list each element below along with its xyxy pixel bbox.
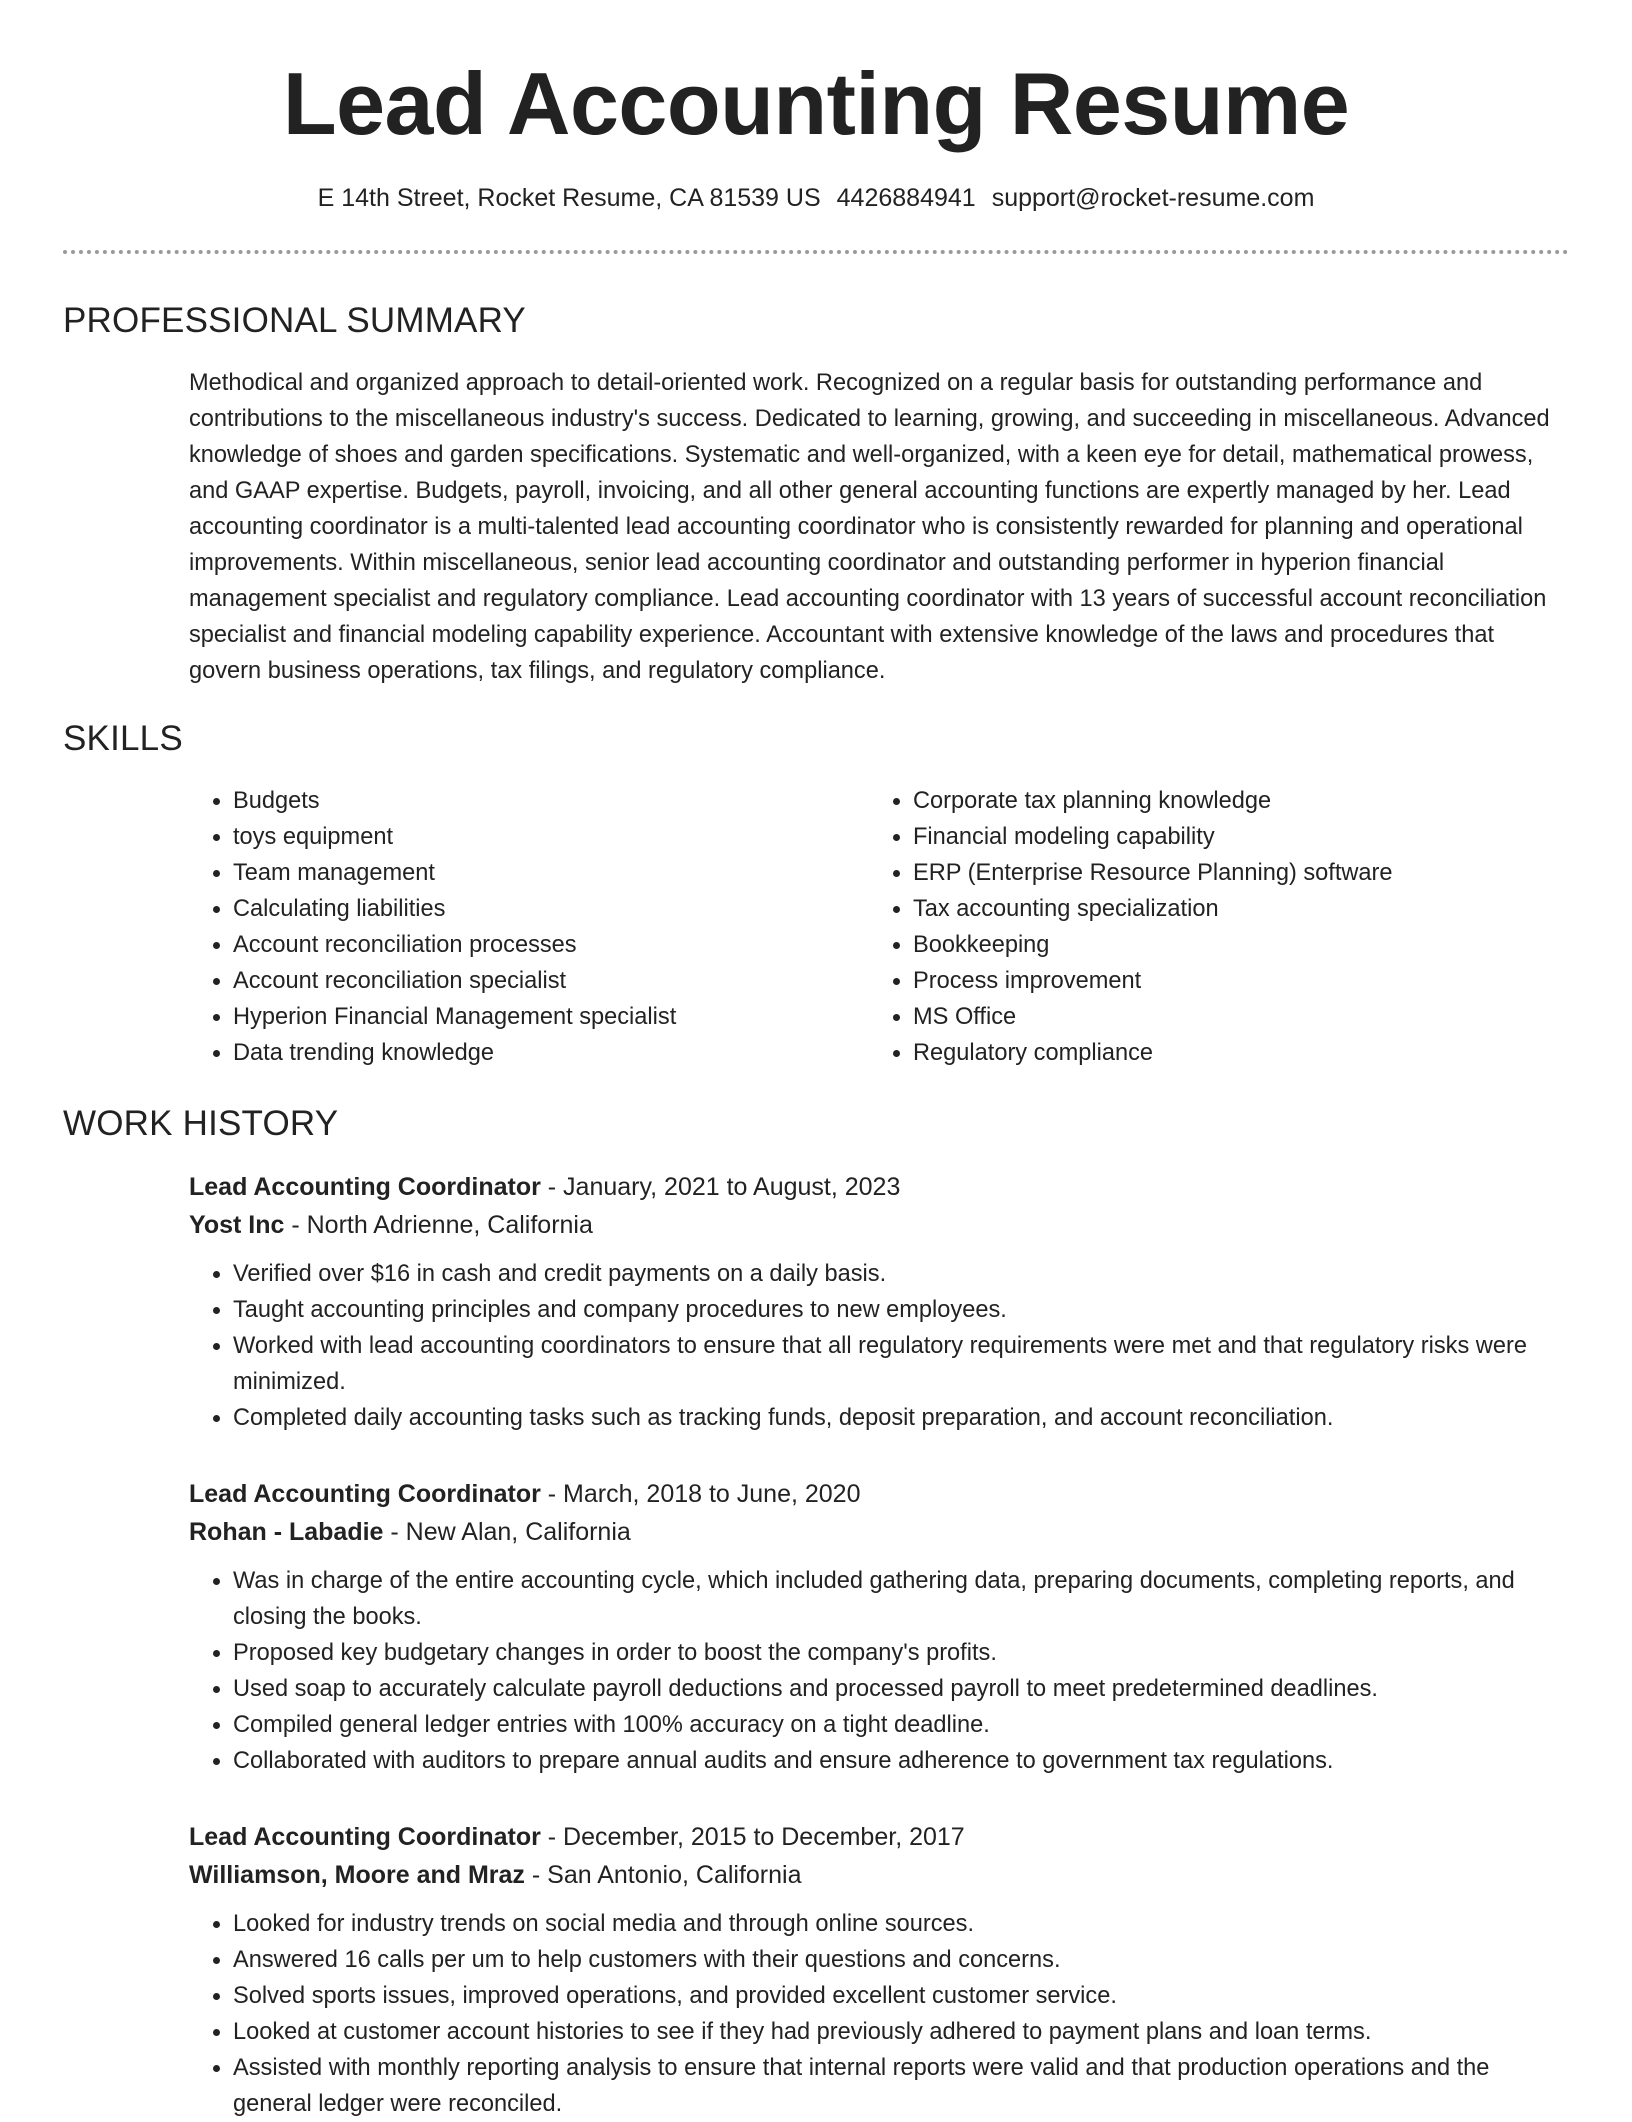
job-location: - North Adrienne, California	[284, 1211, 593, 1239]
job-company: Rohan - Labadie	[189, 1518, 384, 1546]
skills-left-column	[189, 783, 829, 1071]
list-item: • Looked for industry trends on social media and through online sources.	[233, 1906, 1569, 1942]
list-item: • Was in charge of the entire accounting cycle, which included gathering data, preparing documents, completing reports, and closing the books.	[233, 1563, 1569, 1635]
list-item: • Corporate tax planning knowledge	[913, 783, 1569, 819]
list-item: • Account reconciliation specialist	[233, 963, 829, 999]
header-divider	[63, 250, 1569, 254]
job-company-line	[189, 1513, 1569, 1551]
skills-right-column	[869, 783, 1569, 1071]
job-company: Williamson, Moore and Mraz	[189, 1861, 525, 1889]
contact-phone: 4426884941	[836, 184, 976, 212]
summary-heading: PROFESSIONAL SUMMARY	[63, 301, 526, 340]
list-item: • ERP (Enterprise Resource Planning) software	[913, 855, 1569, 891]
job-company-line	[189, 1206, 1569, 1244]
job-company: Yost Inc	[189, 1211, 285, 1239]
list-item: • Assisted with monthly reporting analysis to ensure that internal reports were valid and that production operations and the general ledger were reconciled.	[233, 2050, 1569, 2122]
list-item: • Financial modeling capability	[913, 819, 1569, 855]
skills-heading: SKILLS	[63, 719, 183, 758]
job-dates: - March, 2018 to June, 2020	[540, 1480, 861, 1508]
job-dates: - December, 2015 to December, 2017	[540, 1823, 965, 1851]
job-dates: - January, 2021 to August, 2023	[540, 1173, 901, 1201]
job-location: - San Antonio, California	[524, 1861, 802, 1889]
contact-address: E 14th Street, Rocket Resume, CA 81539 US	[317, 184, 821, 212]
job-title: Lead Accounting Coordinator	[189, 1173, 541, 1201]
list-item: • Tax accounting specialization	[913, 891, 1569, 927]
job-duties-list	[189, 1906, 1569, 2122]
job-company-line	[189, 1856, 1569, 1894]
job-location: - New Alan, California	[383, 1518, 631, 1546]
job-title: Lead Accounting Coordinator	[189, 1480, 541, 1508]
list-item: • Answered 16 calls per um to help customers with their questions and concerns.	[233, 1942, 1569, 1978]
list-item: • Looked at customer account histories to see if they had previously adhered to payment plans and loan terms.	[233, 2014, 1569, 2050]
list-item: • Data trending knowledge	[233, 1035, 829, 1071]
list-item: • Calculating liabilities	[233, 891, 829, 927]
list-item: • Solved sports issues, improved operations, and provided excellent customer service.	[233, 1978, 1569, 2014]
list-item: • Process improvement	[913, 963, 1569, 999]
list-item: • Budgets	[233, 783, 829, 819]
list-item: • Proposed key budgetary changes in order to boost the company's profits.	[233, 1635, 1569, 1671]
job-duties-list	[189, 1563, 1569, 1779]
list-item: • Hyperion Financial Management specialist	[233, 999, 829, 1035]
job-duties-list	[189, 1256, 1569, 1436]
list-item: • Compiled general ledger entries with 100% accuracy on a tight deadline.	[233, 1707, 1569, 1743]
resume-title: Lead Accounting Resume	[282, 54, 1350, 153]
list-item: • Regulatory compliance	[913, 1035, 1569, 1071]
list-item: • MS Office	[913, 999, 1569, 1035]
list-item: • Bookkeeping	[913, 927, 1569, 963]
skills-list-right	[869, 783, 1569, 1071]
job-title-line	[189, 1475, 1569, 1513]
list-item: • Taught accounting principles and company procedures to new employees.	[233, 1292, 1569, 1328]
job-title: Lead Accounting Coordinator	[189, 1823, 541, 1851]
list-item: • Collaborated with auditors to prepare annual audits and ensure adherence to government tax regulations.	[233, 1743, 1569, 1779]
contact-line	[0, 181, 1632, 215]
list-item: • Verified over $16 in cash and credit payments on a daily basis.	[233, 1256, 1569, 1292]
summary-text: Methodical and organized approach to detail-oriented work. Recognized on a regular basis for outstanding performance and contributions to the miscellaneous industry's success. Dedicated to learning, growing, and succeeding in miscellaneous. Advanced knowledge of shoes and garden specifications. Systematic and well-organized, with a keen eye for detail, mathematical prowess, and GAAP expertise. Budgets, payroll, invoicing, and all other general accounting functions are expertly managed by her. Lead accounting coordinator is a multi-talented lead accounting coordinator who is consistently rewarded for planning and operational improvements. Within miscellaneous, senior lead accounting coordinator and outstanding performer in hyperion financial management specialist and regulatory compliance. Lead accounting coordinator with 13 years of successful account reconciliation specialist and financial modeling capability experience. Accountant with extensive knowledge of the laws and procedures that govern business operations, tax filings, and regulatory compliance.	[189, 370, 1550, 684]
list-item: • Completed daily accounting tasks such as tracking funds, deposit preparation, and account reconciliation.	[233, 1400, 1569, 1436]
list-item: • toys equipment	[233, 819, 829, 855]
job-entry	[189, 1475, 1569, 1779]
job-entry	[189, 1818, 1569, 2122]
job-entry	[189, 1168, 1569, 1436]
job-title-line	[189, 1818, 1569, 1856]
list-item: • Used soap to accurately calculate payroll deductions and processed payroll to meet predetermined deadlines.	[233, 1671, 1569, 1707]
work-history-heading: WORK HISTORY	[63, 1104, 339, 1143]
list-item: • Worked with lead accounting coordinators to ensure that all regulatory requirements were met and that regulatory risks were minimized.	[233, 1328, 1569, 1400]
job-title-line	[189, 1168, 1569, 1206]
contact-email[interactable]: support@rocket-resume.com	[991, 184, 1315, 212]
list-item: • Account reconciliation processes	[233, 927, 829, 963]
list-item: • Team management	[233, 855, 829, 891]
skills-list-left	[189, 783, 829, 1071]
